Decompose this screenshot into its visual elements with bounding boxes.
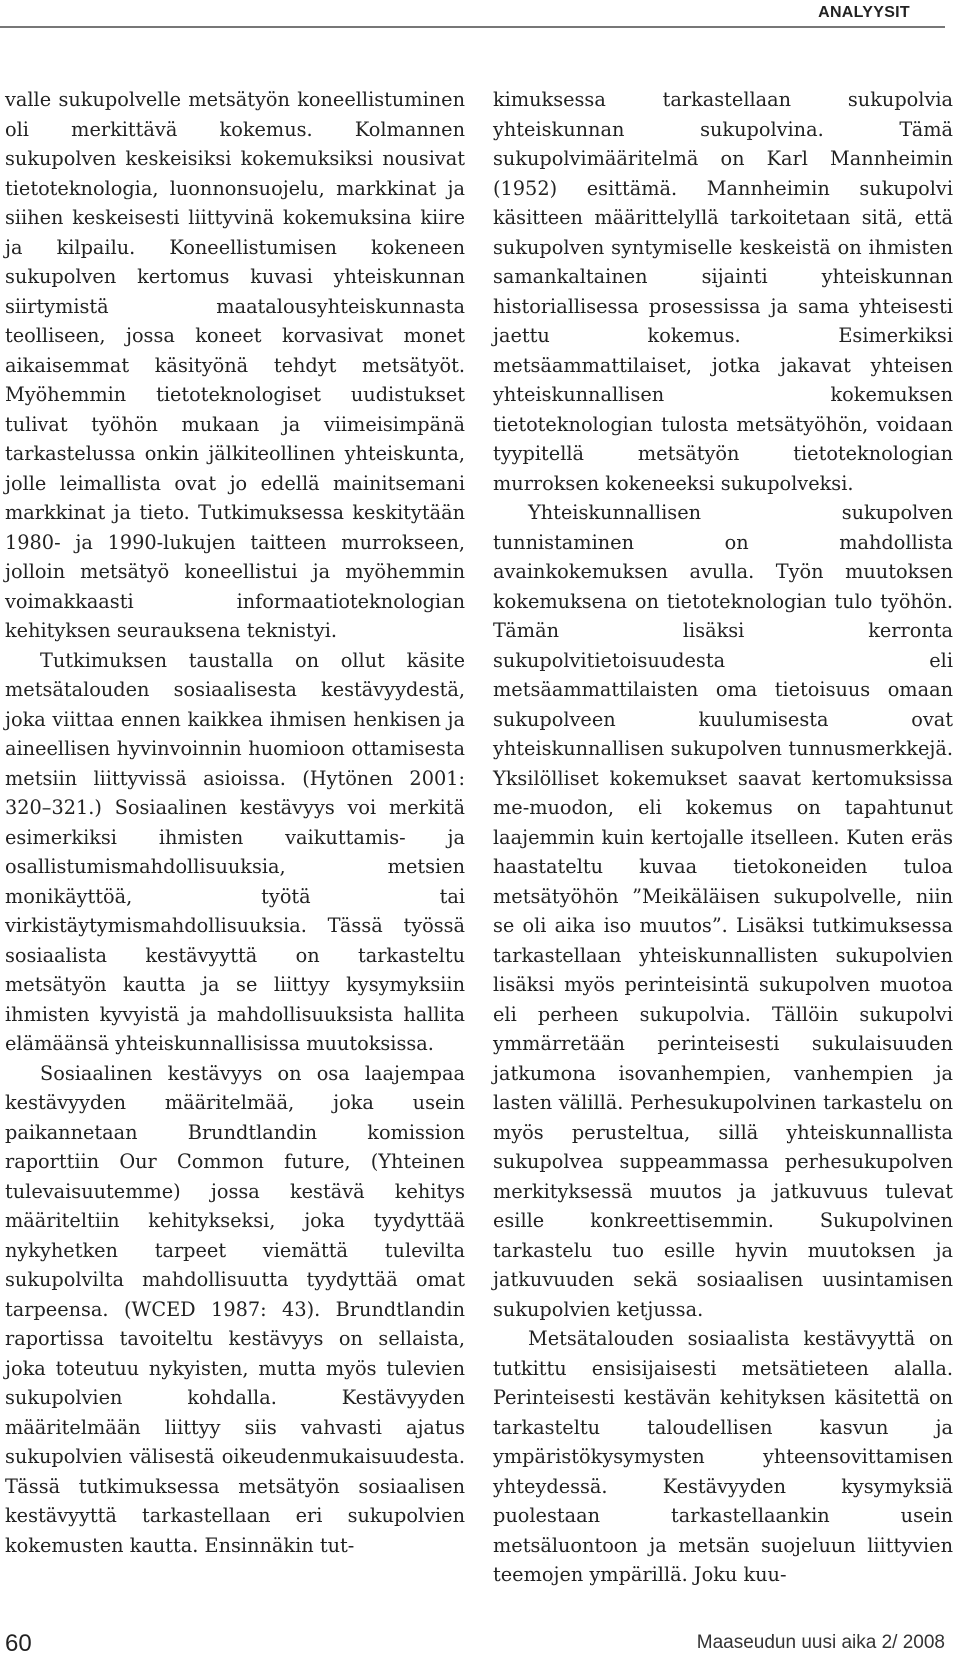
section-label: ANALYYSIT (818, 4, 910, 21)
page-header (0, 0, 960, 30)
publication-name: Maaseudun uusi aika 2/ 2008 (696, 1632, 945, 1653)
page-footer (0, 1628, 960, 1664)
paragraph: kimuksessa tarkastellaan sukupolvia yhteiskunnan sukupolvina. Tämä sukupolvimääritelmä on Karl Mannheimin (1952) esittämä. Mannheimin sukupolvi käsitteen määrittelyllä tarkoitetaan sitä, että sukupolven syntymiselle keskeistä on ihmisten samankaltainen sijainti yhteiskunnan historiallisessa prosessissa ja sama yhteisesti jaettu kokemus. Esimerkiksi metsäammattilaiset, jotka jakavat yhteisen yhteiskunnallisen kokemuksen tietoteknologian tulosta metsätyöhön, voidaan tyypitellä metsätyön tietoteknologian murroksen kokeneeksi sukupolveksi. (493, 88, 953, 495)
page-number: 60 (5, 1630, 32, 1657)
paragraph: Yhteiskunnallisen sukupolven tunnistaminen on mahdollista avainkokemuksen avulla. Työn muutoksen kokemuksena on tietoteknologian tulo työhön. Tämän lisäksi kerronta sukupolvitietoisuudesta eli metsäammattilaisten oma tietoisuus omaan sukupolveen kuulumisesta ovat yhteiskunnallisen sukupolven tunnusmerkkejä. Yksilölliset kokemukset saavat kertomuksissa me-muodon, eli kokemus on tapahtunut laajemmin kuin kertojalle itselleen. Kuten eräs haastateltu kuvaa tietokoneiden tuloa metsätyöhön ”Meikäläisen sukupolvelle, niin se oli aika iso muutos”. Lisäksi tutkimuksessa tarkastellaan yhteiskunnallisten sukupolvien lisäksi myös perinteisintä sukupolven muotoa eli perheen sukupolvia. Tällöin sukupolvi ymmärretään perinteisesti sukulaisuuden jatkumona isovanhempien, vanhempien ja lasten välillä. Perhesukupolvinen tarkastelu on myös perusteltua, sillä yhteiskunnallista sukupolvea suppeammassa perhesukupolven merkityksessä muutos ja jatkuvuus tulevat esille konkreettisemmin. Sukupolvinen tarkastelu tuo esille hyvin muutoksen ja jatkuvuuden sekä sosiaalisen uusintamisen sukupolvien ketjussa. (493, 501, 953, 1321)
left-column (5, 85, 465, 1560)
right-column (493, 85, 953, 1590)
paragraph: Metsätalouden sosiaalista kestävyyttä on tutkittu ensisijaisesti metsätieteen alalla. Perinteisesti kestävän kehityksen käsitettä on tarkasteltu taloudellisen kasvun ja ympäristökysymysten yhteensovittamisen yhteydessä. Kestävyyden kysymyksiä puolestaan tarkastellaankin usein metsäluontoon ja metsän suojeluun liittyvien teemojen ympärillä. Joku kuu- (493, 1327, 953, 1586)
paragraph: Sosiaalinen kestävyys on osa laajempaa kestävyyden määritelmää, joka usein paikannetaan Brundtlandin komission raporttiin Our Common future, (Yhteinen tulevaisuutemme) jossa kestävä kehitys määriteltiin kehitykseksi, joka tyydyttää nykyhetken tarpeet viemättä tulevilta sukupolvilta mahdollisuutta tyydyttää omat tarpeensa. (WCED 1987: 43). Brundtlandin raportissa tavoiteltu kestävyys on sellaista, joka toteutuu nykyisten, mutta myös tulevien sukupolvien kohdalla. Kestävyyden määritelmään liittyy siis vahvasti ajatus sukupolvien välisestä oikeudenmukaisuudesta. Tässä tutkimuksessa metsätyön sosiaalisen kestävyyttä tarkastellaan eri sukupolvien kokemusten kautta. Ensinnäkin tut- (5, 1061, 465, 1557)
paragraph: valle sukupolvelle metsätyön koneellistuminen oli merkittävä kokemus. Kolmannen sukupolven keskeisiksi kokemuksiksi nousivat tietoteknologia, luonnonsuojelu, markkinat ja siihen keskeisesti liittyvinä kokemuksina kiire ja kilpailu. Koneellistumisen kokeneen sukupolven kertomus kuvasi yhteiskunnan siirtymistä maatalousyhteiskunnasta teolliseen, jossa koneet korvasivat monet aikaisemmat käsityönä tehdyt metsätyöt. Myöhemmin tietoteknologiset uudistukset tulivat työhön mukaan ja viimeisimpänä tarkastelussa onkin jälkiteollinen yhteiskunta, jolle leimallista ovat jo edellä mainitsemani markkinat ja tieto. Tutkimuksessa keskitytään 1980- ja 1990-lukujen taitteen murrokseen, jolloin metsätyö koneellistui ja myöhemmin voimakkaasti informaatioteknologian kehityksen seurauksena teknistyi. (5, 88, 465, 642)
paragraph: Tutkimuksen taustalla on ollut käsite metsätalouden sosiaalisesta kestävyydestä, joka viittaa ennen kaikkea ihmisen henkisen ja aineellisen hyvinvoinnin huomioon ottamisesta metsiin liittyvissä asioissa. (Hytönen 2001: 320–321.) Sosiaalinen kestävyys voi merkitä esimerkiksi ihmisten vaikuttamis- ja osallistumismahdollisuuksia, metsien monikäyttöä, työtä tai virkistäytymismahdollisuuksia. Tässä työssä sosiaalista kestävyyttä on tarkasteltu metsätyön kautta ja se liittyy kysymyksiin ihmisten kyvyistä ja mahdollisuuksista hallita elämäänsä yhteiskunnallisissa muutoksissa. (5, 648, 465, 1055)
header-rule (0, 26, 945, 28)
